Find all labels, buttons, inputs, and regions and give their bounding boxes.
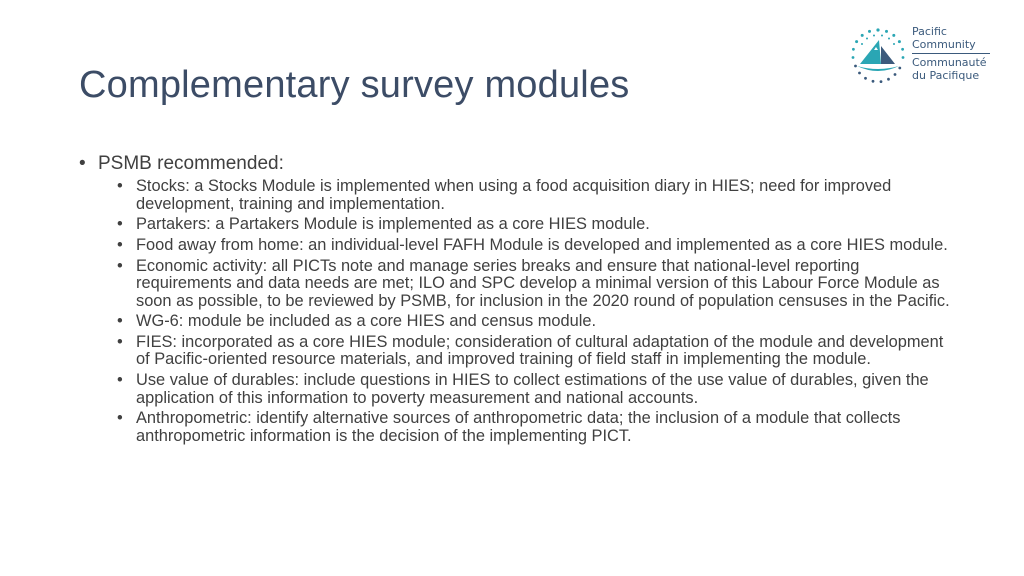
logo-wordmark	[912, 26, 996, 82]
bullet-icon: •	[117, 409, 123, 428]
bullet-icon: •	[79, 153, 86, 174]
pacific-community-logo	[848, 24, 998, 88]
list-item	[117, 372, 959, 407]
pacific-community-emblem-icon	[848, 26, 908, 86]
recommendation-list	[79, 178, 959, 445]
item-text-partakers: Partakers: a Partakers Module is implemented as a core HIES module.	[136, 215, 650, 234]
logo-line-2: Community	[912, 37, 976, 51]
list-item	[117, 313, 959, 331]
item-text-fafh: Food away from home: an individual-level FAFH Module is developed and implemented as a core HIES module.	[136, 235, 948, 254]
item-text-stocks: Stocks: a Stocks Module is implemented when using a food acquisition diary in HIES; need for improved development, training and implementation.	[136, 177, 892, 213]
logo-line-3: Communauté	[912, 56, 987, 69]
list-item	[117, 237, 959, 255]
bullet-icon: •	[117, 312, 123, 331]
top-bullet-item	[79, 152, 959, 176]
recommendation-heading: PSMB recommended:	[98, 153, 284, 174]
list-item	[117, 334, 959, 369]
bullet-icon: •	[117, 177, 123, 195]
list-item	[117, 258, 959, 311]
logo-divider	[912, 53, 990, 54]
list-item	[117, 410, 959, 445]
list-item	[117, 216, 959, 234]
item-text-anthropometric: Anthropometric: identify alternative sources of anthropometric data; the inclusion of a module that collects anthropometric information is the decision of the implementing PICT.	[136, 409, 901, 445]
item-text-wg6: WG-6: module be included as a core HIES and census module.	[136, 312, 597, 331]
bullet-icon: •	[117, 332, 123, 351]
bullet-icon: •	[117, 371, 123, 390]
bullet-icon: •	[117, 256, 123, 275]
slide-title: Complementary survey modules	[79, 64, 630, 106]
item-text-durables: Use value of durables: include questions in HIES to collect estimations of the use value of durables, given the application of this information to poverty measurement and national accounts.	[136, 371, 929, 407]
logo-line-1: Pacific	[912, 25, 947, 38]
bullet-icon: •	[117, 215, 123, 234]
item-text-fies: FIES: incorporated as a core HIES module; consideration of cultural adaptation of the module and development of Pacific-oriented resource materials, and improved training of field staff in implementing the module.	[136, 332, 944, 369]
slide-body	[79, 152, 959, 449]
bullet-icon: •	[117, 235, 123, 254]
list-item	[117, 178, 959, 213]
item-text-economic-activity: Economic activity: all PICTs note and manage series breaks and ensure that national-level reporting requirements and data needs are met; ILO and SPC develop a minimal version of this Labour Force Module as soon as possible, to be reviewed by PSMB, for inclusion in the 2020 round of population censuses in the Pacific.	[136, 256, 950, 310]
logo-line-4: du Pacifique	[912, 68, 980, 82]
